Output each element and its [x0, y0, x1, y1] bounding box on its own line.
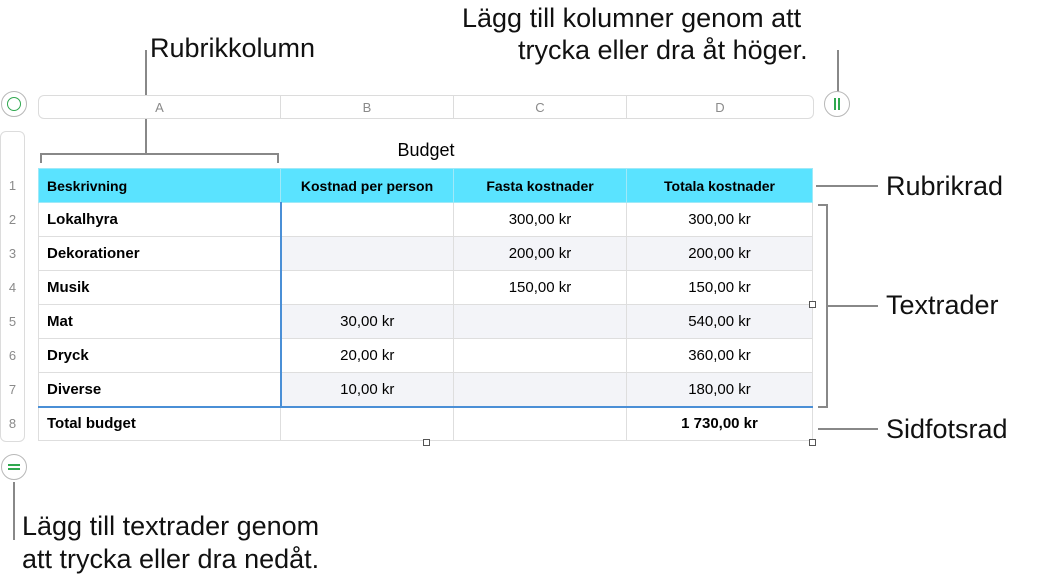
callout-add-columns-line2: trycka eller dra åt höger. — [518, 35, 808, 65]
row-header-7[interactable]: 7 — [8, 381, 17, 397]
row-header-5[interactable]: 5 — [8, 313, 17, 329]
callout-header-column: Rubrikkolumn — [150, 33, 316, 63]
column-header-b[interactable]: B — [281, 96, 454, 118]
resize-handle-corner[interactable] — [809, 439, 816, 446]
footer-cell[interactable] — [281, 407, 454, 441]
table-cell[interactable]: 10,00 kr — [281, 373, 454, 407]
footer-row — [39, 407, 813, 441]
row-header-bar — [0, 131, 25, 442]
table-cell[interactable]: 30,00 kr — [281, 305, 454, 339]
header-cell-cost-per-person[interactable]: Kostnad per person — [281, 169, 454, 203]
add-row-button[interactable] — [1, 454, 27, 480]
callout-add-rows-line1: Lägg till textrader genom — [22, 511, 320, 541]
resize-handle-bottom[interactable] — [423, 439, 430, 446]
table-row — [39, 237, 813, 271]
table-cell[interactable] — [281, 271, 454, 305]
header-cell-description[interactable]: Beskrivning — [39, 169, 281, 203]
table-cell[interactable]: 200,00 kr — [454, 237, 627, 271]
row-header-4[interactable]: 4 — [8, 279, 17, 295]
column-header-c[interactable]: C — [454, 96, 627, 118]
callout-body-rows: Textrader — [886, 290, 999, 320]
table-row — [39, 305, 813, 339]
column-header-d[interactable]: D — [715, 99, 725, 115]
resize-handle-right[interactable] — [809, 301, 816, 308]
table-cell[interactable]: Lokalhyra — [39, 203, 281, 237]
table-cell[interactable]: 360,00 kr — [627, 339, 813, 373]
table-row — [39, 271, 813, 305]
column-handle-icon — [832, 97, 842, 111]
table-cell[interactable] — [454, 373, 627, 407]
table-cell[interactable]: 150,00 kr — [454, 271, 627, 305]
table-title[interactable]: Budget — [397, 140, 455, 160]
footer-cell[interactable] — [454, 407, 627, 441]
callout-footer-row: Sidfotsrad — [886, 414, 1008, 444]
column-header-bar — [38, 95, 814, 119]
row-header-8[interactable]: 8 — [8, 415, 17, 431]
table-cell[interactable]: 150,00 kr — [627, 271, 813, 305]
header-cell-fixed-costs[interactable]: Fasta kostnader — [454, 169, 627, 203]
table-cell[interactable]: Dryck — [39, 339, 281, 373]
callout-line-add-columns — [837, 50, 839, 92]
footer-cell[interactable]: 1 730,00 kr — [627, 407, 813, 441]
table-cell[interactable] — [454, 305, 627, 339]
table-cell[interactable]: Diverse — [39, 373, 281, 407]
callout-line-body-rows — [828, 305, 878, 307]
table-cell[interactable] — [454, 339, 627, 373]
row-header-3[interactable]: 3 — [8, 245, 17, 261]
table-cell[interactable]: Mat — [39, 305, 281, 339]
budget-table — [38, 168, 813, 441]
row-header-1[interactable]: 1 — [8, 177, 17, 193]
body-rows-bracket — [818, 204, 828, 408]
table-row — [39, 339, 813, 373]
table-cell[interactable]: 540,00 kr — [627, 305, 813, 339]
table-cell[interactable] — [281, 237, 454, 271]
table-cell[interactable]: 300,00 kr — [627, 203, 813, 237]
row-header-blank — [1, 132, 24, 168]
footer-cell[interactable]: Total budget — [39, 407, 281, 441]
callout-line-header-row — [816, 185, 878, 187]
table-cell[interactable]: Musik — [39, 271, 281, 305]
table-row — [39, 373, 813, 407]
callout-line-add-rows — [13, 482, 15, 540]
select-table-button[interactable] — [1, 91, 27, 117]
header-row — [39, 169, 813, 203]
circle-icon — [7, 97, 21, 111]
callout-add-rows-line2: att trycka eller dra nedåt. — [22, 544, 320, 574]
header-cell-total-costs[interactable]: Totala kostnader — [627, 169, 813, 203]
callout-line-footer-row — [818, 428, 878, 430]
table-cell[interactable]: 200,00 kr — [627, 237, 813, 271]
callout-add-columns-line1: Lägg till kolumner genom att — [462, 3, 802, 33]
table-row — [39, 203, 813, 237]
table-cell[interactable]: 180,00 kr — [627, 373, 813, 407]
column-header-a[interactable]: A — [39, 96, 281, 118]
row-handle-icon — [7, 462, 21, 472]
add-column-button[interactable] — [824, 91, 850, 117]
table-cell[interactable] — [281, 203, 454, 237]
row-header-2[interactable]: 2 — [8, 211, 17, 227]
table-cell[interactable]: Dekorationer — [39, 237, 281, 271]
table-cell[interactable]: 20,00 kr — [281, 339, 454, 373]
callout-header-row: Rubrikrad — [886, 171, 1004, 201]
table-cell[interactable]: 300,00 kr — [454, 203, 627, 237]
row-header-6[interactable]: 6 — [8, 347, 17, 363]
